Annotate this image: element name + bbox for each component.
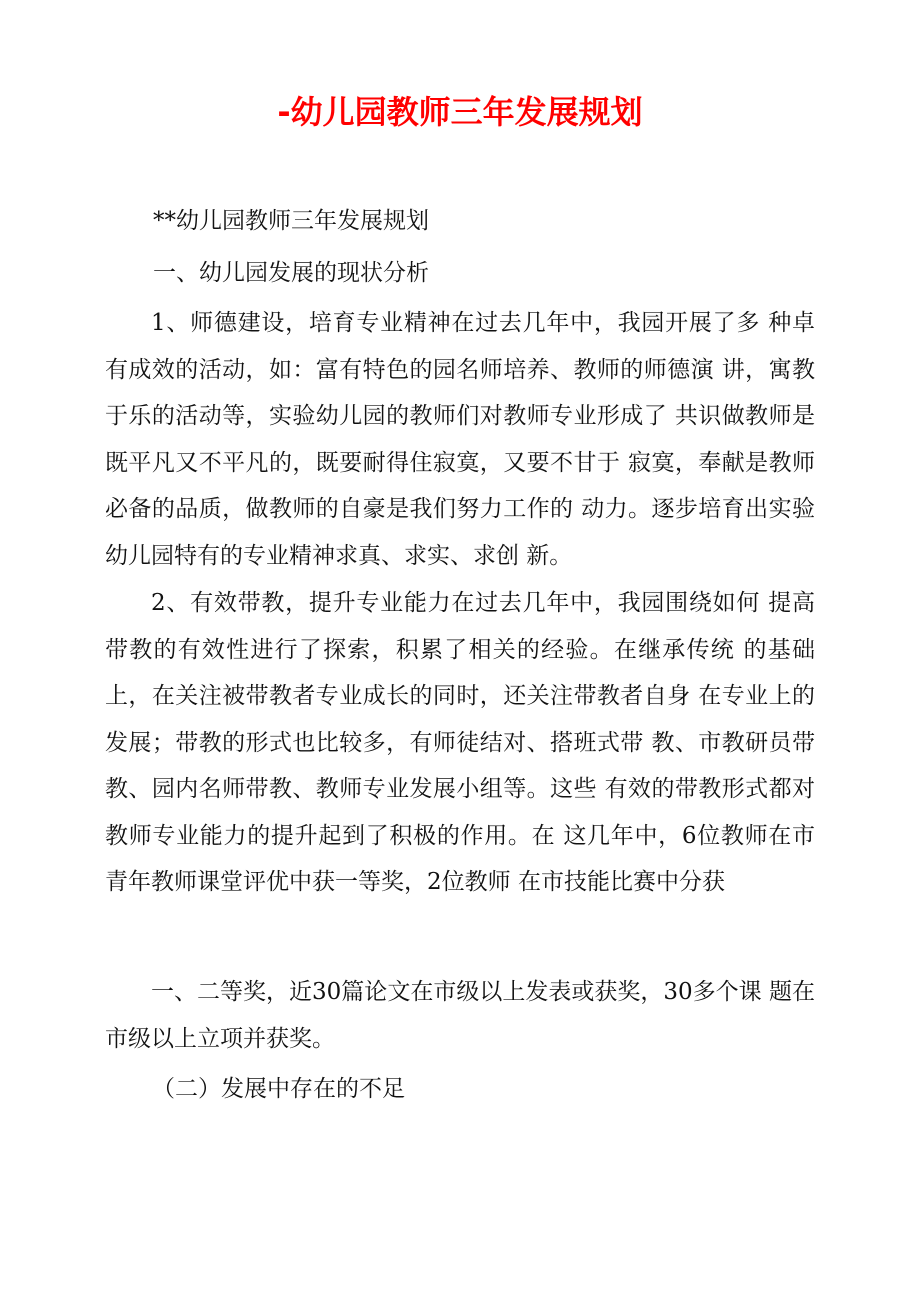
subsection-heading: （二）发展中存在的不足	[152, 1076, 405, 1102]
paragraph-awards: 一、二等奖，近30篇论文在市级以上发表或获奖，30多个课 题在市级以上立项并获奖。	[105, 979, 815, 1052]
paragraph-teacher-ethics: 1、师德建设，培育专业精神在过去几年中，我园开展了多 种卓有成效的活动，如：富有特色的园名师培养、教师的师德演 讲，寓教于乐的活动等，实验幼儿园的教师们对教师专业形成了 共识做教师是既平凡又不平凡的，既要耐得住寂寞，又要不甘于 寂寞，奉献是教师必备的品质，做教师的自豪是我们努力工作的 动力。逐步培育出实验幼儿园特有的专业精神求真、求实、求创 新。	[105, 310, 815, 569]
document-title: -幼儿园教师三年发展规划	[277, 93, 643, 131]
document-subtitle: **幼儿园教师三年发展规划	[153, 208, 429, 234]
section-heading: 一、幼儿园发展的现状分析	[153, 260, 429, 286]
paragraph-effective-mentoring: 2、有效带教，提升专业能力在过去几年中，我园围绕如何 提高带教的有效性进行了探索，积累了相关的经验。在继承传统 的基础上，在关注被带教者专业成长的同时，还关注带教者自身 在专业上的发展；带教的形式也比较多，有师徒结对、搭班式带 教、市教研员带教、园内名师带教、教师专业发展小组等。这些 有效的带教形式都对教师专业能力的提升起到了积极的作用。在 这几年中，6位教师在市青年教师课堂评优中获一等奖，2位教师 在市技能比赛中分获	[105, 590, 815, 895]
